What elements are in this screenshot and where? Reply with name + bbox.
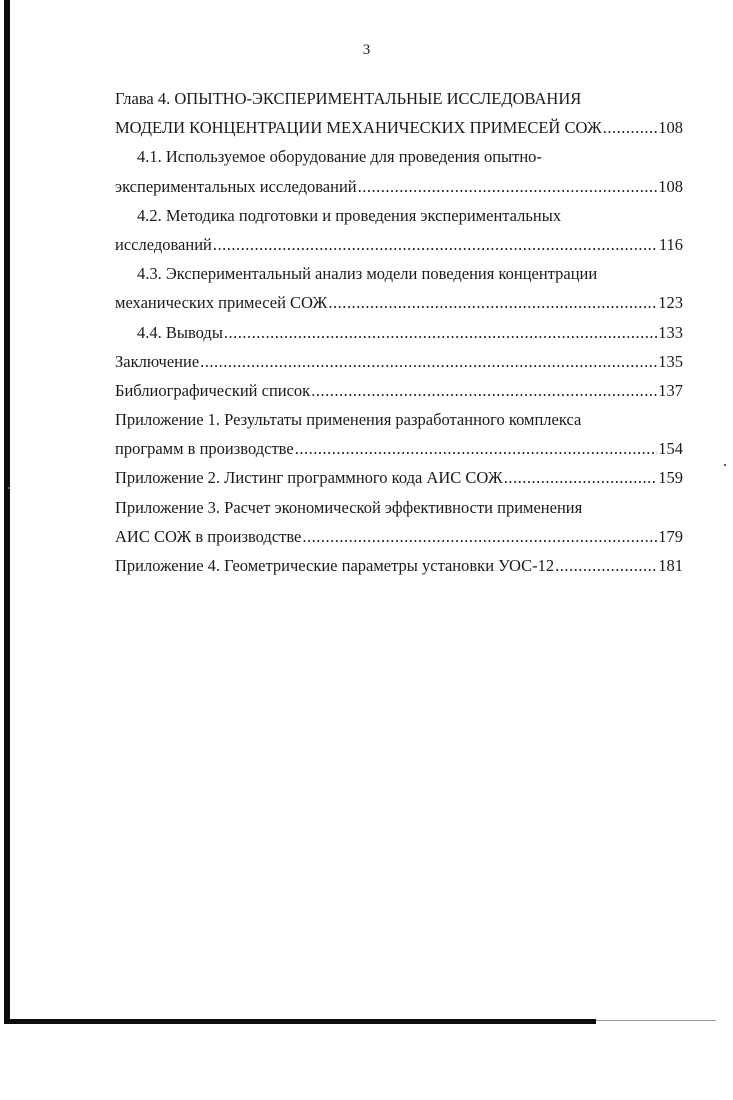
leader-dots bbox=[200, 347, 657, 376]
toc-page-number: 135 bbox=[658, 351, 683, 371]
toc-entry-text: Приложение 1. Результаты применения разработанного комплекса bbox=[115, 410, 582, 430]
toc-entry-text: экспериментальных исследований bbox=[115, 176, 357, 196]
toc-page-number: 179 bbox=[658, 526, 683, 546]
scan-speck bbox=[8, 487, 10, 489]
toc-chapter-4-title-cont bbox=[115, 113, 683, 142]
table-of-contents bbox=[115, 84, 683, 580]
leader-dots bbox=[328, 288, 657, 317]
toc-bibliography bbox=[115, 376, 683, 405]
toc-entry-text: Библиографический список bbox=[115, 380, 311, 400]
leader-dots bbox=[224, 318, 657, 347]
toc-entry-text: 4.1. Используемое оборудование для проведения опытно- bbox=[137, 147, 542, 167]
toc-page-number: 116 bbox=[658, 234, 683, 254]
toc-page-number: 159 bbox=[658, 468, 683, 488]
leader-dots bbox=[295, 434, 658, 463]
scan-speck bbox=[724, 464, 726, 466]
leader-dots bbox=[302, 522, 657, 551]
toc-section-4-4 bbox=[115, 318, 683, 347]
toc-section-4-1-cont bbox=[115, 172, 683, 201]
toc-entry-text: механических примесей СОЖ bbox=[115, 293, 328, 313]
leader-dots bbox=[311, 376, 657, 405]
toc-appendix-2 bbox=[115, 463, 683, 492]
toc-entry-text: Заключение bbox=[115, 351, 200, 371]
toc-page-number: 137 bbox=[658, 380, 683, 400]
page-number: 3 bbox=[362, 42, 371, 58]
toc-section-4-3 bbox=[115, 259, 683, 288]
leader-dots bbox=[358, 172, 658, 201]
toc-appendix-3 bbox=[115, 493, 683, 522]
scan-border-left bbox=[4, 0, 10, 1024]
leader-dots bbox=[213, 230, 658, 259]
toc-entry-text: Приложение 2. Листинг программного кода АИС СОЖ bbox=[115, 468, 503, 488]
toc-entry-text: Глава 4. ОПЫТНО-ЭКСПЕРИМЕНТАЛЬНЫЕ ИССЛЕДОВАНИЯ bbox=[115, 89, 582, 108]
leader-dots bbox=[504, 463, 658, 492]
toc-appendix-1 bbox=[115, 405, 683, 434]
toc-entry-text: АИС СОЖ в производстве bbox=[115, 526, 302, 546]
toc-conclusion bbox=[115, 347, 683, 376]
toc-page-number: 181 bbox=[658, 556, 683, 575]
toc-page-number: 108 bbox=[658, 118, 683, 138]
toc-entry-text: Приложение 3. Расчет экономической эффективности применения bbox=[115, 497, 583, 517]
leader-dots bbox=[603, 113, 658, 142]
toc-page-number: 123 bbox=[658, 293, 683, 313]
toc-entry-text: МОДЕЛИ КОНЦЕНТРАЦИИ МЕХАНИЧЕСКИХ ПРИМЕСЕЙ СОЖ bbox=[115, 118, 602, 138]
toc-section-4-2-cont bbox=[115, 230, 683, 259]
toc-chapter-4-title bbox=[115, 84, 683, 113]
toc-section-4-1 bbox=[115, 142, 683, 171]
toc-appendix-1-cont bbox=[115, 434, 683, 463]
toc-appendix-3-cont bbox=[115, 522, 683, 551]
toc-page-number: 108 bbox=[658, 176, 683, 196]
scan-border-bottom bbox=[4, 1019, 596, 1024]
toc-section-4-2 bbox=[115, 201, 683, 230]
toc-entry-text: Приложение 4. Геометрические параметры установки УОС-12 bbox=[115, 556, 555, 575]
toc-entry-text: 4.2. Методика подготовки и проведения экспериментальных bbox=[137, 205, 562, 225]
toc-appendix-4 bbox=[115, 551, 683, 580]
toc-entry-text: исследований bbox=[115, 234, 212, 254]
toc-entry-text: программ в производстве bbox=[115, 439, 294, 459]
toc-section-4-3-cont bbox=[115, 288, 683, 317]
toc-page-number: 133 bbox=[658, 322, 683, 342]
scan-border-bottom-faint bbox=[596, 1020, 716, 1021]
leader-dots bbox=[555, 551, 657, 580]
toc-entry-text: 4.4. Выводы bbox=[137, 322, 223, 342]
toc-page-number: 154 bbox=[658, 439, 683, 459]
toc-entry-text: 4.3. Экспериментальный анализ модели поведения концентрации bbox=[137, 264, 598, 284]
